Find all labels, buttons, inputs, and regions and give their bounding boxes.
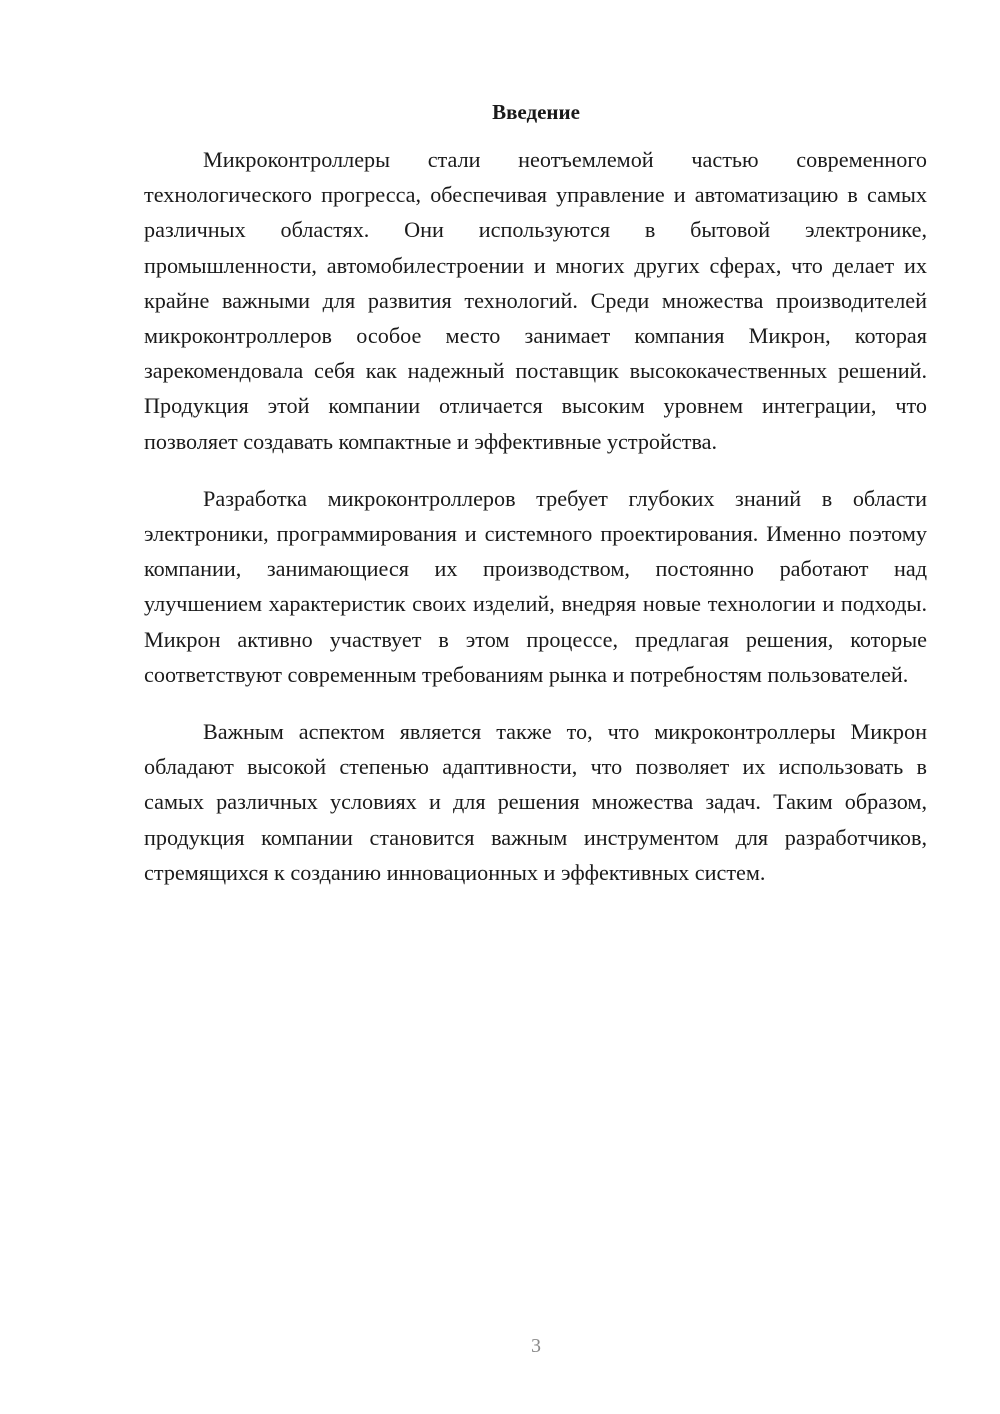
page-number: 3 bbox=[531, 1335, 541, 1357]
paragraph-1: Микроконтроллеры стали неотъемлемой частью современного технологического прогресса, обеспечивая управление и автоматизацию в самых различных областях. Они используются в бытовой электронике, промышленности, автомобилестроении и многих других сферах, что делает их крайне важными для развития технологий. Среди множества производителей микроконтроллеров особое место занимает компания Микрон, которая зарекомендовала себя как надежный поставщик высококачественных решений. Продукция этой компании отличается высоким уровнем интеграции, что позволяет создавать компактные и эффективные устройства. bbox=[144, 147, 927, 454]
paragraph-3: Важным аспектом является также то, что микроконтроллеры Микрон обладают высокой степенью адаптивности, что позволяет их использовать в самых различных условиях и для решения множества задач. Таким образом, продукция компании становится важным инструментом для разработчиков, стремящихся к созданию инновационных и эффективных систем. bbox=[144, 719, 927, 885]
body-text bbox=[144, 142, 927, 912]
section-heading: Введение bbox=[492, 100, 580, 124]
paragraph-2: Разработка микроконтроллеров требует глубоких знаний в области электроники, программирования и системного проектирования. Именно поэтому компании, занимающиеся их производством, постоянно работают над улучшением характеристик своих изделий, внедряя новые технологии и подходы. Микрон активно участвует в этом процессе, предлагая решения, которые соответствуют современным требованиям рынка и потребностям пользователей. bbox=[144, 485, 927, 687]
